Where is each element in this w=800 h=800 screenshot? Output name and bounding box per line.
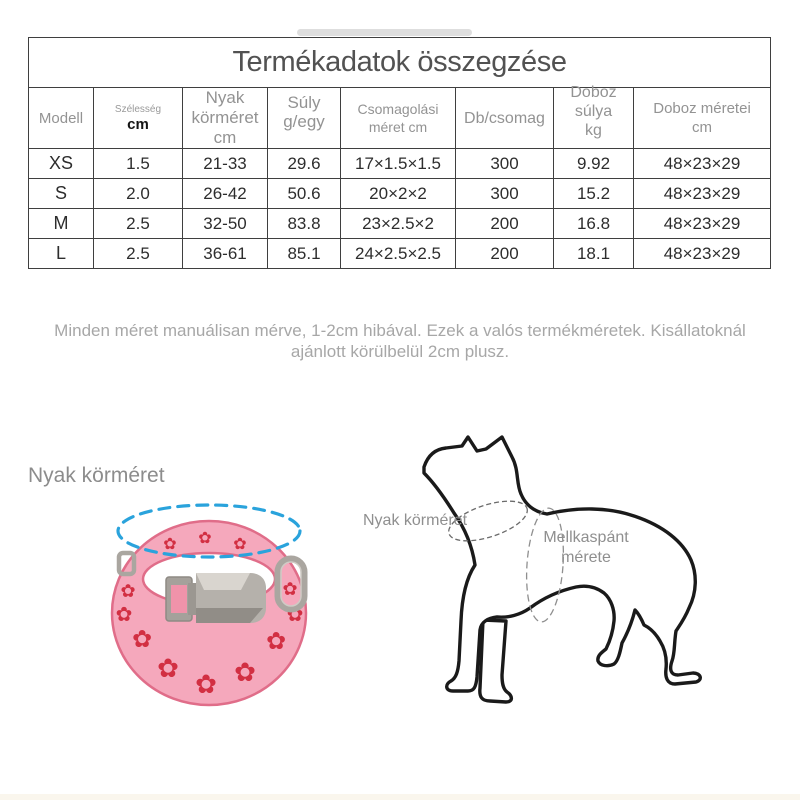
header-line: Doboz <box>570 84 617 101</box>
cell-pack-size: 23×2.5×2 <box>341 209 456 239</box>
cell-per-pack: 300 <box>456 149 554 179</box>
cell-width: 2.5 <box>94 209 183 239</box>
column-header-doboz-sulya <box>554 84 634 149</box>
table-row-s <box>29 179 771 209</box>
flower-icon: ✿ <box>120 581 136 602</box>
cell-box-size: 48×23×29 <box>634 209 771 239</box>
flower-icon: ✿ <box>131 625 153 653</box>
flower-icon: ✿ <box>233 534 247 553</box>
flower-icon: ✿ <box>163 534 177 553</box>
column-header-doboz-meretei <box>634 88 771 149</box>
column-header-suly <box>268 88 341 149</box>
flower-icon: ✿ <box>198 528 212 547</box>
cell-model: L <box>29 239 94 269</box>
cell-box-size: 48×23×29 <box>634 149 771 179</box>
header-line: Nyak <box>205 88 245 107</box>
table-row-xs <box>29 149 771 179</box>
cell-per-pack: 200 <box>456 209 554 239</box>
dog-chest-size-label: Mellkaspánt mérete <box>543 529 629 566</box>
buckle-slider-strap <box>171 585 187 613</box>
cell-neck: 32-50 <box>183 209 268 239</box>
column-header-csomagolasi <box>341 88 456 149</box>
bottom-strip <box>0 794 800 800</box>
column-header-szelesseg-unit: cm <box>127 116 149 133</box>
column-header-szelesseg <box>94 88 183 149</box>
column-header-nyak-kormeret <box>183 88 268 149</box>
header-line: cm <box>692 119 713 136</box>
flower-icon: ✿ <box>282 579 298 600</box>
cell-neck: 36-61 <box>183 239 268 269</box>
table-title-row <box>29 38 771 88</box>
cell-weight: 83.8 <box>268 209 341 239</box>
flower-icon: ✿ <box>157 654 179 684</box>
cell-box-weight: 9.92 <box>554 149 634 179</box>
cell-box-size: 48×23×29 <box>634 239 771 269</box>
cell-width: 2.5 <box>94 239 183 269</box>
table-row-l <box>29 239 771 269</box>
cell-model: M <box>29 209 94 239</box>
header-line: kg <box>585 122 602 139</box>
dog-neck-size-label: Nyak körméret <box>363 512 468 529</box>
flower-icon: ✿ <box>234 658 256 688</box>
dog-outline-diagram <box>380 425 720 725</box>
flower-icon: ✿ <box>115 602 133 626</box>
header-line: körméret cm <box>191 108 259 147</box>
dog-far-front-leg <box>480 620 512 702</box>
cell-weight: 50.6 <box>268 179 341 209</box>
table-row-m <box>29 209 771 239</box>
flower-icon: ✿ <box>286 602 304 626</box>
table-header-row <box>29 88 771 149</box>
cell-pack-size: 24×2.5×2.5 <box>341 239 456 269</box>
cell-neck: 21-33 <box>183 149 268 179</box>
header-line: méret cm <box>368 119 428 135</box>
cell-box-weight: 15.2 <box>554 179 634 209</box>
cell-box-weight: 16.8 <box>554 209 634 239</box>
cell-weight: 29.6 <box>268 149 341 179</box>
cell-box-weight: 18.1 <box>554 239 634 269</box>
table-title: Termékadatok összegzése <box>29 38 771 88</box>
cell-width: 1.5 <box>94 149 183 179</box>
cell-model: XS <box>29 149 94 179</box>
column-header-szelesseg-label: Szélesség <box>114 104 162 115</box>
header-line: Doboz méretei <box>653 100 751 117</box>
cell-model: S <box>29 179 94 209</box>
cell-box-size: 48×23×29 <box>634 179 771 209</box>
measurement-note: Minden méret manuálisan mérve, 1-2cm hibával. Ezek a valós termékméretek. Kisállatoknál ajánlott körülbelül 2cm plusz. <box>54 321 746 361</box>
cell-neck: 26-42 <box>183 179 268 209</box>
buckle-body-highlight <box>196 573 250 590</box>
column-header-db-csomag: Db/csomag <box>456 88 554 149</box>
cell-per-pack: 200 <box>456 239 554 269</box>
cell-weight: 85.1 <box>268 239 341 269</box>
flower-icon: ✿ <box>265 627 287 655</box>
cell-pack-size: 17×1.5×1.5 <box>341 149 456 179</box>
page-top-divider <box>297 29 472 36</box>
header-line: súlya <box>574 103 613 120</box>
header-line: g/egy <box>283 111 325 131</box>
product-spec-table <box>28 37 771 269</box>
cell-width: 2.0 <box>94 179 183 209</box>
header-line: Csomagolási <box>357 101 439 117</box>
column-header-modell: Modell <box>29 88 94 149</box>
cell-per-pack: 300 <box>456 179 554 209</box>
header-line: Súly <box>287 92 321 112</box>
collar-neck-size-label: Nyak körméret <box>28 464 165 487</box>
cell-pack-size: 20×2×2 <box>341 179 456 209</box>
flower-icon: ✿ <box>195 670 217 700</box>
collar-image <box>100 495 315 710</box>
